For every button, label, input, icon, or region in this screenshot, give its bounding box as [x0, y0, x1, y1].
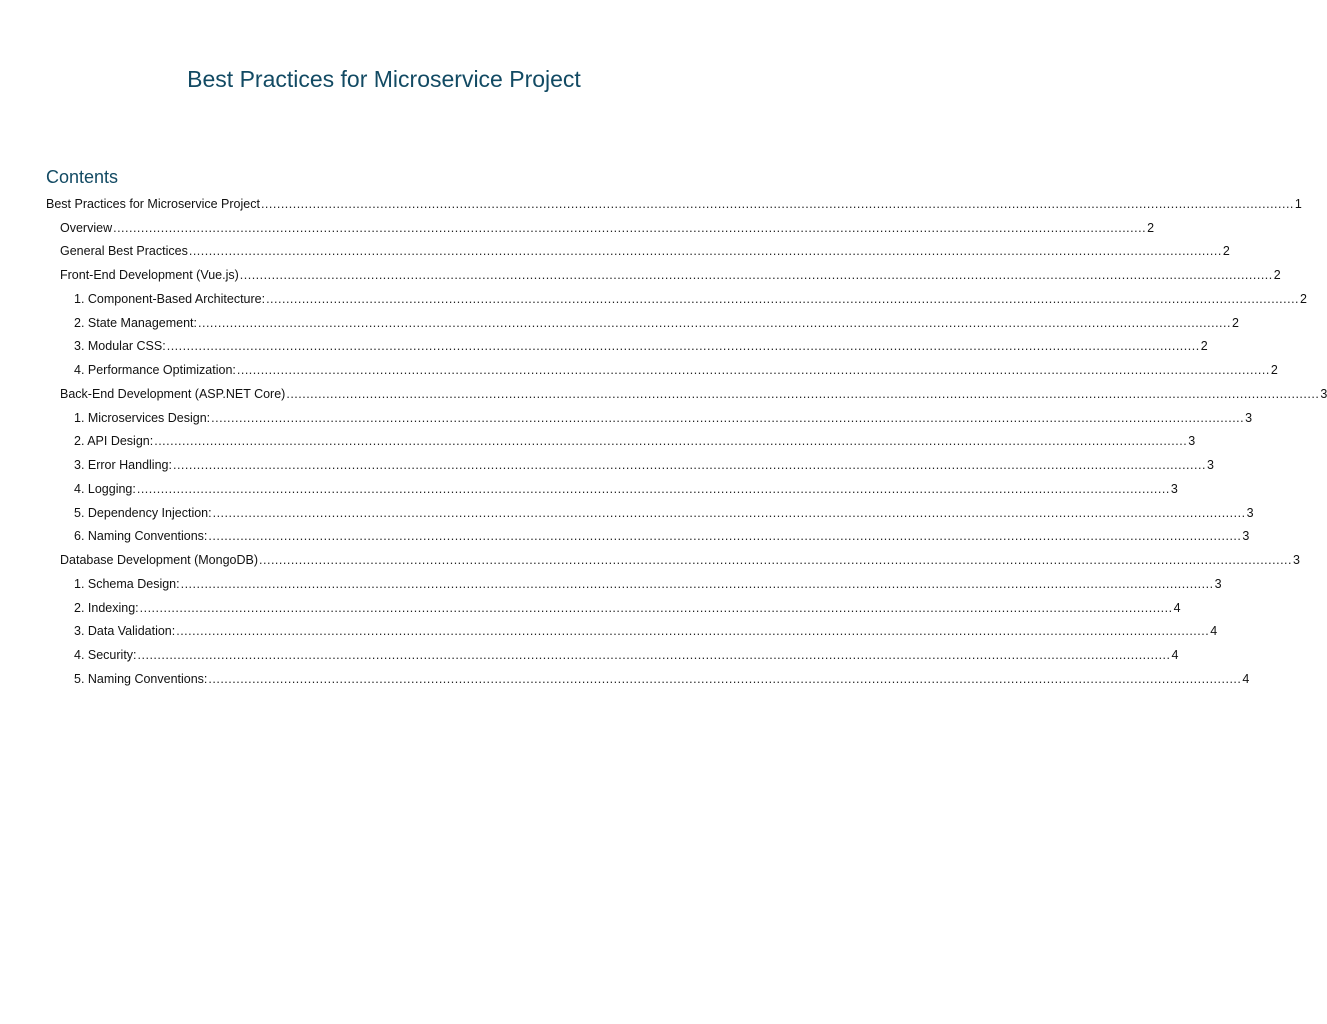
- toc-page-number[interactable]: 3: [1245, 410, 1253, 425]
- toc-page-number[interactable]: 4: [1210, 624, 1218, 639]
- toc-entry[interactable]: [46, 426, 1196, 450]
- toc-entry-text[interactable]: 1. Microservices Design:: [74, 410, 211, 425]
- toc-dot-leader: ....................................................................................................................................................................................................................................................................: [266, 291, 1300, 306]
- toc-entry[interactable]: [46, 259, 1281, 283]
- toc-entry[interactable]: [46, 473, 1178, 497]
- toc-entry[interactable]: [46, 592, 1181, 616]
- toc-entry-text[interactable]: Front-End Development (Vue.js): [60, 268, 239, 282]
- toc-heading: Contents: [46, 167, 119, 187]
- toc-entry[interactable]: [46, 354, 1278, 378]
- toc-entry-text[interactable]: 3. Modular CSS:: [74, 339, 166, 354]
- toc-page-number[interactable]: 4: [1242, 671, 1250, 686]
- toc-page-number[interactable]: 3: [1293, 553, 1300, 567]
- toc-dot-leader: ....................................................................................................................................................................................................................................................................: [211, 410, 1245, 425]
- toc-entry[interactable]: [46, 378, 1327, 402]
- toc-dot-leader: ....................................................................................................................................................................................................................................................................: [188, 244, 1222, 259]
- toc-entry[interactable]: [46, 521, 1250, 545]
- toc-entry[interactable]: [46, 236, 1230, 260]
- toc-page-number[interactable]: 3: [1246, 505, 1254, 520]
- toc-dot-leader: ....................................................................................................................................................................................................................................................................: [239, 268, 1273, 282]
- toc-entry[interactable]: [46, 497, 1254, 521]
- toc-entry-text[interactable]: 2. State Management:: [74, 315, 197, 330]
- toc-dot-leader: ....................................................................................................................................................................................................................................................................: [166, 339, 1200, 354]
- toc-dot-leader: ....................................................................................................................................................................................................................................................................: [236, 363, 1270, 377]
- toc-page-number[interactable]: 2: [1273, 268, 1281, 282]
- toc-entry-text[interactable]: 1. Component-Based Architecture:: [74, 291, 266, 306]
- toc-entry[interactable]: [46, 639, 1179, 663]
- toc-dot-leader: ....................................................................................................................................................................................................................................................................: [136, 481, 1170, 496]
- toc-page-number[interactable]: 2: [1222, 244, 1230, 259]
- toc-dot-leader: ....................................................................................................................................................................................................................................................................: [208, 529, 1242, 544]
- toc-page-number[interactable]: 4: [1171, 648, 1179, 662]
- toc-entry-text[interactable]: Database Development (MongoDB): [60, 553, 259, 567]
- toc-dot-leader: ....................................................................................................................................................................................................................................................................: [137, 648, 1171, 662]
- toc-page-number[interactable]: 1: [1294, 196, 1302, 211]
- table-of-contents: [46, 188, 1327, 687]
- toc-entry[interactable]: [46, 663, 1250, 687]
- toc-entry[interactable]: [46, 331, 1208, 355]
- toc-entry[interactable]: [46, 188, 1302, 212]
- toc-entry-text[interactable]: 1. Schema Design:: [74, 576, 180, 591]
- toc-page-number[interactable]: 2: [1300, 291, 1307, 306]
- toc-entry[interactable]: [46, 449, 1214, 473]
- toc-dot-leader: ....................................................................................................................................................................................................................................................................: [212, 505, 1246, 520]
- document-title: Best Practices for Microservice Project: [187, 66, 581, 92]
- toc-dot-leader: ....................................................................................................................................................................................................................................................................: [198, 315, 1231, 330]
- toc-dot-leader: ....................................................................................................................................................................................................................................................................: [259, 553, 1292, 567]
- toc-entry[interactable]: [46, 568, 1222, 592]
- toc-entry[interactable]: [46, 307, 1239, 331]
- toc-dot-leader: ....................................................................................................................................................................................................................................................................: [154, 434, 1188, 449]
- toc-entry[interactable]: [46, 616, 1218, 640]
- toc-entry-text[interactable]: Overview: [60, 220, 113, 235]
- toc-entry[interactable]: [46, 212, 1155, 236]
- toc-page-number[interactable]: 3: [1188, 434, 1196, 449]
- toc-page-number[interactable]: 2: [1270, 363, 1278, 377]
- toc-dot-leader: ....................................................................................................................................................................................................................................................................: [260, 196, 1294, 211]
- toc-entry-text[interactable]: 2. Indexing:: [74, 600, 139, 615]
- toc-page-number[interactable]: 2: [1147, 220, 1155, 235]
- toc-entry[interactable]: [46, 283, 1307, 307]
- toc-page-number[interactable]: 4: [1173, 600, 1181, 615]
- toc-entry-text[interactable]: General Best Practices: [60, 244, 188, 259]
- toc-dot-leader: ....................................................................................................................................................................................................................................................................: [180, 576, 1214, 591]
- toc-entry-text[interactable]: Best Practices for Microservice Project: [46, 196, 260, 211]
- toc-entry-text[interactable]: 4. Security:: [74, 648, 137, 662]
- toc-entry-text[interactable]: 6. Naming Conventions:: [74, 529, 208, 544]
- toc-page-number[interactable]: 3: [1320, 386, 1327, 401]
- toc-dot-leader: ....................................................................................................................................................................................................................................................................: [208, 671, 1242, 686]
- toc-page-number[interactable]: 3: [1242, 529, 1250, 544]
- toc-dot-leader: ....................................................................................................................................................................................................................................................................: [139, 600, 1173, 615]
- toc-page-number[interactable]: 3: [1214, 576, 1222, 591]
- toc-page-number[interactable]: 2: [1231, 315, 1239, 330]
- toc-page-number[interactable]: 3: [1206, 458, 1214, 472]
- toc-dot-leader: ....................................................................................................................................................................................................................................................................: [176, 624, 1210, 639]
- toc-page-number[interactable]: 2: [1200, 339, 1208, 354]
- toc-dot-leader: ....................................................................................................................................................................................................................................................................: [113, 220, 1147, 235]
- toc-dot-leader: ....................................................................................................................................................................................................................................................................: [286, 386, 1320, 401]
- toc-entry[interactable]: [46, 402, 1253, 426]
- toc-dot-leader: ....................................................................................................................................................................................................................................................................: [172, 458, 1206, 472]
- toc-entry[interactable]: [46, 544, 1300, 568]
- toc-entry-text[interactable]: 3. Error Handling:: [74, 458, 172, 472]
- toc-entry-text[interactable]: 4. Performance Optimization:: [74, 363, 236, 377]
- toc-entry-text[interactable]: 2. API Design:: [74, 434, 154, 449]
- toc-entry-text[interactable]: 3. Data Validation:: [74, 624, 176, 639]
- toc-entry-text[interactable]: 5. Naming Conventions:: [74, 671, 208, 686]
- toc-page-number[interactable]: 3: [1170, 481, 1178, 496]
- toc-entry-text[interactable]: 4. Logging:: [74, 481, 136, 496]
- toc-entry-text[interactable]: 5. Dependency Injection:: [74, 505, 212, 520]
- toc-entry-text[interactable]: Back-End Development (ASP.NET Core): [60, 386, 286, 401]
